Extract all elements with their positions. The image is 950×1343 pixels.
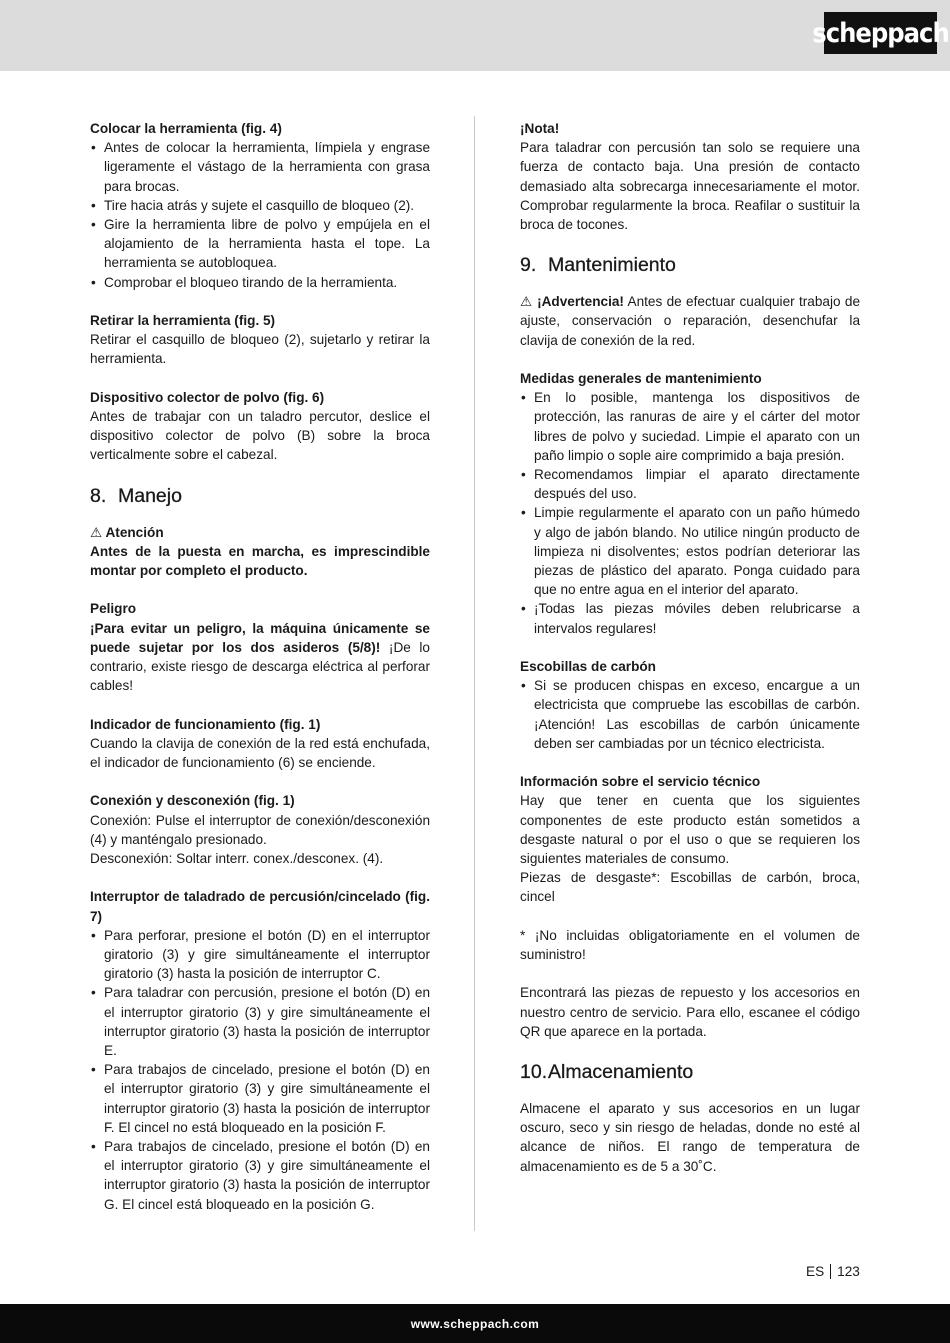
left-column — [90, 119, 430, 1214]
danger-rest: ¡De lo contrario, existe riesgo de descarga eléctrica al perforar cables! — [90, 639, 430, 694]
warning-icon: ⚠ — [520, 294, 533, 310]
attention-heading — [90, 523, 430, 542]
list-item: • Para trabajos de cincelado, presione el botón (D) en el interruptor giratorio (3) y gire simultáneamente el interruptor giratorio (3) hasta la posición de interruptor F. El cincel no está bloqueado en la posición F. — [90, 1060, 430, 1137]
paragraph: Almacene el aparato y sus accesorios en un lugar oscuro, seco y sin riesgo de heladas, donde no esté al alcance de niños. El rango de temperatura de almacenamiento es de 5 a 30˚C. — [520, 1101, 860, 1174]
attention-text: Antes de la puesta en marcha, es imprescindible montar por completo el producto. — [90, 543, 430, 579]
chapter-heading — [90, 483, 430, 509]
warning-rest: Antes de efectuar cualquier trabajo de ajuste, conservación o reparación, desenchufar la clavija de conexión de la red. — [520, 294, 861, 348]
chapter-number: 9. — [520, 254, 537, 277]
paragraph: Encontrará las piezas de repuesto y los accesorios en nuestro centro de servicio. Para ello, escanee el código QR que aparece en la portada. — [520, 985, 860, 1039]
note-title: ¡Nota! — [520, 121, 560, 136]
paragraph: Antes de trabajar con un taladro percutor, deslice el dispositivo colector de polvo (B) sobre la broca verticalmente sobre el cabezal. — [90, 409, 430, 463]
chapter-number: 10. — [520, 1061, 548, 1084]
attention-title: Atención — [105, 524, 164, 540]
section-title: Medidas generales de mantenimiento — [520, 371, 762, 387]
danger-paragraph — [90, 619, 430, 696]
brand-logo: scheppach — [824, 12, 937, 54]
warning-icon: ⚠ — [90, 524, 103, 540]
list-item: • En lo posible, mantenga los dispositivos de protección, las ranuras de aire y el cárter del motor libres de polvo y suciedad. Limpie el aparato con un paño limpio o sople aire comprimido a baja presión. — [520, 388, 860, 465]
paragraph: Hay que tener en cuenta que los siguientes componentes de este producto están sometidos a desgaste natural o por el uso o que se requieren los siguientes materiales de consumo. — [520, 793, 860, 867]
paragraph: Cuando la clavija de conexión de la red está enchufada, el indicador de funcionamiento (6) se enciende. — [90, 735, 430, 771]
section-title: Información sobre el servicio técnico — [520, 774, 761, 790]
section-title: Indicador de funcionamiento (fig. 1) — [90, 716, 321, 732]
chapter-title: Manejo — [118, 484, 182, 507]
section-title: Conexión y desconexión (fig. 1) — [90, 793, 295, 809]
separator — [830, 1264, 831, 1279]
list-item: • ¡Todas las piezas móviles deben relubricarse a intervalos regulares! — [520, 599, 860, 637]
paragraph: Desconexión: Soltar interr. conex./desconex. (4). — [90, 851, 384, 867]
section-title: Colocar la herramienta (fig. 4) — [90, 121, 282, 136]
list-item: • Comprobar el bloqueo tirando de la herramienta. — [90, 273, 430, 292]
paragraph: Retirar el casquillo de bloqueo (2), sujetarlo y retirar la herramienta. — [90, 332, 430, 367]
page-number — [806, 1264, 860, 1279]
list-item: • Limpie regularmente el aparato con un paño húmedo y algo de jabón blando. No utilice ningún producto de limpieza ni disolventes; estos podrían deteriorar las piezas de plástico del aparato. Ponga cuidado para que no entre agua en el interior del aparato. — [520, 503, 860, 599]
bullet-list — [520, 388, 860, 638]
website-link[interactable]: www.scheppach.com — [410, 1316, 540, 1331]
chapter-heading — [520, 252, 860, 278]
chapter-title: Almacenamiento — [548, 1061, 694, 1084]
danger-bold: ¡Para evitar un peligro, la máquina únicamente se puede sujetar por los dos asideros (5/8)! — [90, 620, 430, 655]
chapter-number: 8. — [90, 484, 107, 507]
language-code: ES — [806, 1264, 825, 1279]
list-item: • Recomendamos limpiar el aparato directamente después del uso. — [520, 465, 860, 503]
list-item: • Gire la herramienta libre de polvo y empújela en el alojamiento de la herramienta hasta el tope. La herramienta se autobloquea. — [90, 215, 430, 273]
header-bar — [0, 0, 950, 71]
list-item: • Para perforar, presione el botón (D) en el interruptor giratorio (3) y gire simultáneamente el interruptor giratorio (3) hasta la posición de interruptor C. — [90, 926, 430, 984]
list-item: • Tire hacia atrás y sujete el casquillo de bloqueo (2). — [90, 196, 430, 215]
warning-paragraph — [520, 292, 860, 350]
chapter-title: Mantenimiento — [548, 254, 676, 277]
bullet-list — [520, 676, 860, 753]
warning-bold: ¡Advertencia! — [537, 294, 624, 310]
danger-title: Peligro — [90, 601, 137, 617]
right-column — [520, 119, 860, 1176]
section-title: Interruptor de taladrado de percusión/cincelado (fig. 7) — [90, 889, 430, 924]
bullet-list — [90, 926, 430, 1214]
list-item: • Antes de colocar la herramienta, límpiela y engrase ligeramente el vástago de la herramienta con grasa para brocas. — [90, 138, 430, 196]
column-divider — [474, 116, 475, 1231]
bullet-list — [90, 138, 430, 292]
section-title: Escobillas de carbón — [520, 659, 656, 675]
note-text: Para taladrar con percusión tan solo se requiere una fuerza de contacto baja. Una presión de contacto demasiado alta sobrecarga innecesariamente el motor. Comprobar regularmente la broca. Reafilar o sustituir la broca de tocones. — [520, 140, 860, 233]
footer-bar — [0, 1304, 950, 1343]
page-num: 123 — [837, 1264, 860, 1279]
section-title: Dispositivo colector de polvo (fig. 6) — [90, 389, 325, 405]
footnote: * ¡No incluidas obligatoriamente en el volumen de suministro! — [520, 927, 860, 963]
section-title: Retirar la herramienta (fig. 5) — [90, 313, 276, 329]
paragraph: Conexión: Pulse el interruptor de conexión/desconexión (4) y manténgalo presionado. — [90, 812, 430, 847]
list-item: • Para taladrar con percusión, presione el botón (D) en el interruptor giratorio (3) y gire simultáneamente el interruptor giratorio (3) hasta la posición de interruptor E. — [90, 983, 430, 1060]
chapter-heading — [520, 1059, 860, 1085]
paragraph: Piezas de desgaste*: Escobillas de carbón, broca, cincel — [520, 870, 860, 905]
list-item: • Si se producen chispas en exceso, encargue a un electricista que compruebe las escobillas de carbón. ¡Atención! Las escobillas de carbón únicamente deben ser cambiadas por un técnico electricista. — [520, 676, 860, 753]
list-item: • Para trabajos de cincelado, presione el botón (D) en el interruptor giratorio (3) y gire simultáneamente el interruptor giratorio (3) hasta la posición de interruptor G. El cincel está bloqueado en la posición G. — [90, 1137, 430, 1214]
